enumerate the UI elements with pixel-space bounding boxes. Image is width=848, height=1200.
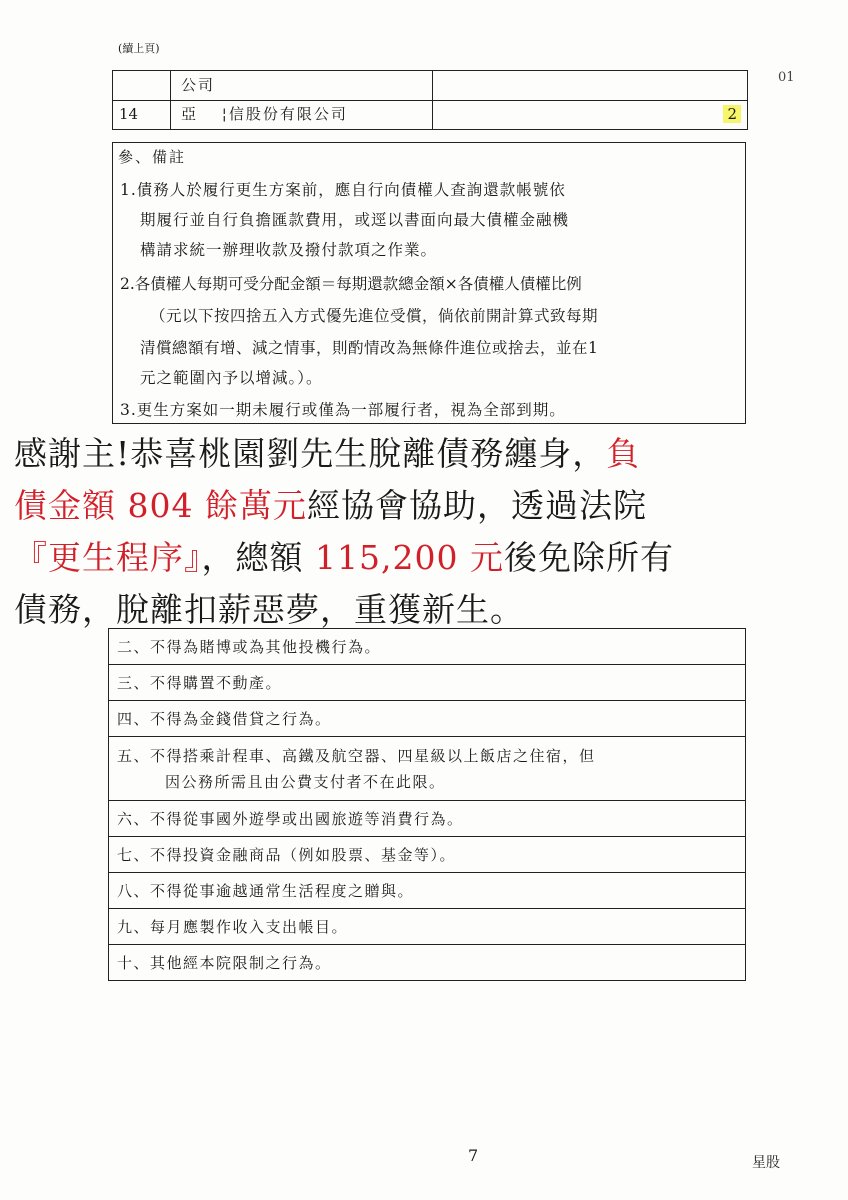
list-item: 九、每月應製作收入支出帳目。 (109, 909, 745, 945)
list-item: 六、不得從事國外遊學或出國旅遊等消費行為。 (109, 801, 745, 837)
table-row (113, 71, 747, 101)
headline-highlight: 債金額 804 餘萬元 (14, 486, 307, 525)
headline-text: 感謝主!恭喜桃園劉先生脫離債務纏身， (14, 434, 607, 473)
list-item (109, 737, 745, 801)
note-line: 1.債務人於履行更生方案前，應自行向債權人查詢還款帳號依 (120, 181, 566, 199)
notes-title: 參、備註 (118, 148, 187, 166)
headline-highlight: 115,200 元 (315, 538, 504, 577)
page-number: 7 (468, 1146, 479, 1165)
note-line: （元以下按四捨五入方式優先進位受償，倘依前開計算式致每期 (150, 307, 599, 325)
creditor-name: 亞 ¦信股份有限公司 (171, 100, 433, 129)
creditor-table (112, 70, 748, 130)
headline-text: 經協會協助，透過法院 (306, 486, 647, 525)
list-item: 二、不得為賭博或為其他投機行為。 (109, 629, 745, 665)
creditor-amount-cell (433, 100, 747, 129)
note-line: 3.更生方案如一期未履行或僅為一部履行者，視為全部到期。 (120, 401, 566, 419)
creditor-amount: 2 (723, 105, 741, 123)
headline-text: ，總額 (201, 538, 315, 577)
list-item: 七、不得投資金融商品（例如股票、基金等）。 (109, 837, 745, 873)
restrictions-list (108, 628, 746, 981)
headline-line-2 (14, 480, 647, 527)
list-item-line: 因公務所需且由公費支付者不在此限。 (165, 773, 446, 791)
note-line: 清償總額有增、減之情事，則酌情改為無條件進位或捨去，並在1 (140, 339, 599, 357)
creditor-amount (433, 71, 747, 100)
headline-highlight: 負 (606, 434, 641, 473)
note-line: 構請求統一辦理收款及撥付款項之作業。 (140, 241, 438, 259)
headline-line-1 (14, 428, 640, 475)
table-row (113, 100, 747, 129)
headline-text: 後免除所有 (503, 538, 674, 577)
headline-highlight: 『更生程序』 (14, 538, 202, 577)
note-line: 元之範圍內予以增減。）。 (140, 369, 323, 387)
list-item: 八、不得從事逾越通常生活程度之贈與。 (109, 873, 745, 909)
side-number: 01 (778, 70, 795, 85)
creditor-name: 公司 (171, 71, 433, 100)
list-item: 十、其他經本院限制之行為。 (109, 945, 745, 981)
list-item-line: 五、不得搭乘計程車、高鐵及航空器、四星級以上飯店之住宿，但 (117, 747, 596, 765)
footer-tag: 星股 (752, 1155, 780, 1171)
row-number: 14 (113, 100, 171, 129)
headline-line-4 (14, 584, 524, 631)
row-number (113, 71, 171, 100)
note-line: 2.各債權人每期可受分配金額＝每期還款總金額×各債權人債權比例 (120, 275, 582, 293)
headline-line-3 (14, 532, 674, 579)
continued-label: (續上頁) (118, 42, 160, 55)
list-item: 四、不得為金錢借貸之行為。 (109, 701, 745, 737)
list-item: 三、不得購置不動產。 (109, 665, 745, 701)
headline-text: 債務，脫離扣薪惡夢，重獲新生。 (14, 590, 524, 629)
note-line: 期履行並自行負擔匯款費用，或逕以書面向最大債權金融機 (140, 211, 570, 229)
